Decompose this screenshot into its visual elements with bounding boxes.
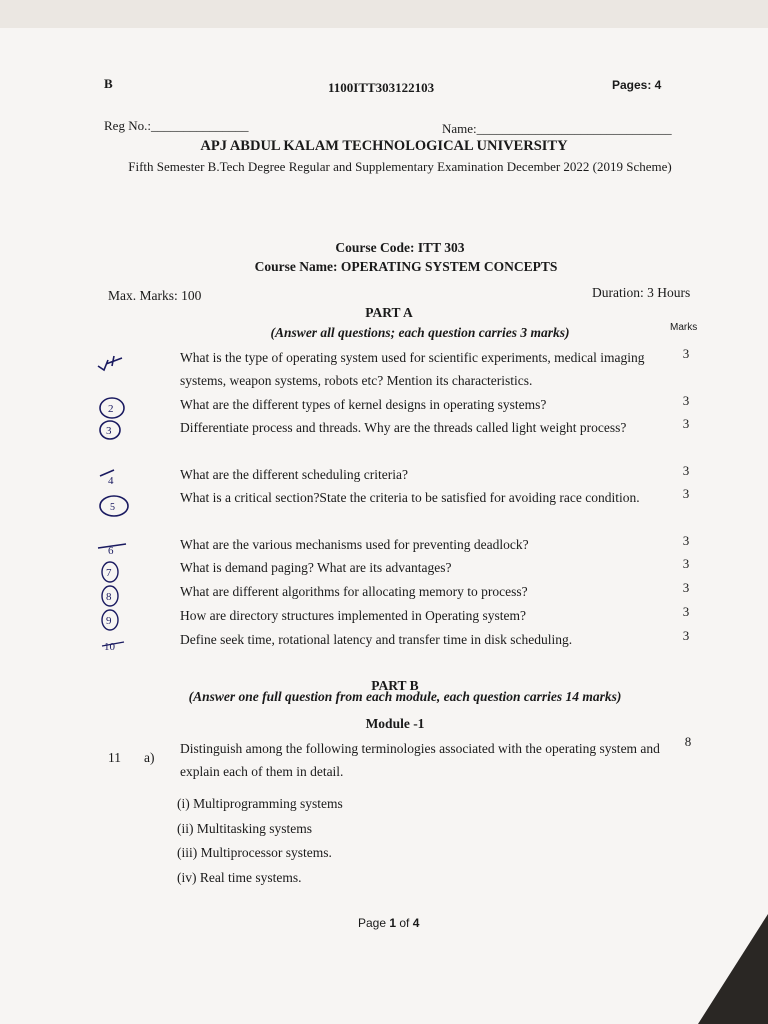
- list-item: (iii) Multiprocessor systems.: [177, 845, 332, 860]
- svg-text:8: 8: [106, 591, 112, 603]
- module-title: Module -1: [365, 716, 425, 731]
- name-field: Name:______________________________: [442, 121, 672, 136]
- svg-text:2: 2: [108, 403, 114, 415]
- question-11-number: 11: [108, 750, 121, 765]
- page-footer-number: 1: [389, 916, 397, 930]
- course-code: Course Code: ITT 303: [335, 240, 465, 255]
- question-2-text: What are the different types of kernel designs in operating systems?: [180, 397, 547, 412]
- list-item: (ii) Multitasking systems: [177, 820, 312, 836]
- page-count: Pages: 4: [612, 78, 662, 92]
- question-5-marks: 3: [682, 486, 690, 501]
- handwritten-circle-8: [96, 584, 132, 608]
- exam-title: Fifth Semester B.Tech Degree Regular and Supplementary Examination December 2022 (2019 Scheme): [128, 159, 672, 174]
- handwritten-tick-4: [96, 466, 132, 490]
- set-label: B: [104, 76, 113, 91]
- question-1-marks: 3: [682, 346, 690, 361]
- question-3-text: Differentiate process and threads. Why are the threads called light weight process?: [180, 420, 627, 435]
- handwritten-mark-10: [96, 632, 132, 656]
- list-item: (iv) Real time systems.: [177, 869, 302, 885]
- question-1-text: What is the type of operating system used for scientific experiments, medical imaging systems, weapon systems, robots etc? Mention its characteristics.: [180, 350, 645, 388]
- handwritten-circle-9: [96, 608, 132, 632]
- part-b-title: PART B: [371, 678, 419, 693]
- question-11a-text: Distinguish among the following terminologies associated with the operating system and explain each of them in detail.: [180, 741, 660, 779]
- reg-no-field: Reg No.:_______________: [104, 118, 249, 133]
- duration: Duration: 3 Hours: [592, 285, 691, 300]
- university-name: APJ ABDUL KALAM TECHNOLOGICAL UNIVERSITY: [200, 138, 568, 154]
- question-11-sub-label: a): [144, 750, 155, 765]
- question-9-text: How are directory structures implemented in Operating system?: [180, 608, 527, 623]
- marks-header: Marks: [670, 322, 698, 333]
- svg-text:3: 3: [106, 425, 112, 437]
- question-7-marks: 3: [682, 556, 690, 571]
- question-8-text: What are different algorithms for allocating memory to process?: [180, 584, 528, 599]
- question-3-marks: 3: [682, 416, 690, 431]
- page-footer-total: 4: [412, 916, 420, 930]
- question-6-text: What are the various mechanisms used for preventing deadlock?: [180, 537, 529, 552]
- part-b-instruction: (Answer one full question from each module, each question carries 14 marks): [188, 689, 622, 704]
- question-5-text: What is a critical section?State the criteria to be satisfied for avoiding race condition.: [180, 490, 640, 505]
- handwritten-circle-7: [96, 560, 132, 584]
- course-name: Course Name: OPERATING SYSTEM CONCEPTS: [254, 259, 558, 274]
- question-11a-items: [177, 792, 343, 890]
- question-8-marks: 3: [682, 580, 690, 595]
- max-marks: Max. Marks: 100: [108, 288, 202, 303]
- paper-code: 1100ITT303122103: [328, 80, 435, 95]
- part-a-title: PART A: [365, 305, 413, 320]
- list-item: (i) Multiprogramming systems: [177, 796, 343, 811]
- svg-text:5: 5: [110, 502, 115, 513]
- question-7-text: What is demand paging? What are its advantages?: [180, 560, 452, 575]
- handwritten-mark-6: [96, 536, 132, 560]
- handwritten-circle-2: [96, 396, 132, 420]
- question-4-text: What are the different scheduling criteria?: [180, 467, 409, 482]
- question-11a-marks: 8: [684, 734, 692, 749]
- question-10-marks: 3: [682, 628, 690, 643]
- background-corner: [698, 914, 768, 1024]
- svg-text:4: 4: [108, 475, 114, 487]
- svg-text:9: 9: [106, 615, 112, 627]
- svg-text:7: 7: [106, 567, 112, 579]
- handwritten-circle-5: [96, 494, 132, 518]
- question-6-marks: 3: [682, 533, 690, 548]
- question-2-marks: 3: [682, 393, 690, 408]
- page-footer-of: of: [396, 916, 413, 930]
- page-footer-prefix: Page: [358, 916, 390, 930]
- question-10-text: Define seek time, rotational latency and transfer time in disk scheduling.: [180, 632, 573, 647]
- handwritten-circle-3: [96, 418, 132, 442]
- question-9-marks: 3: [682, 604, 690, 619]
- handwritten-tick-mark: [96, 352, 132, 376]
- svg-text:10: 10: [104, 641, 115, 653]
- page-footer: [358, 916, 419, 930]
- exam-paper: [0, 28, 768, 1024]
- part-a-instruction: (Answer all questions; each question carries 3 marks): [270, 325, 570, 340]
- question-4-marks: 3: [682, 463, 690, 478]
- svg-text:6: 6: [108, 545, 114, 557]
